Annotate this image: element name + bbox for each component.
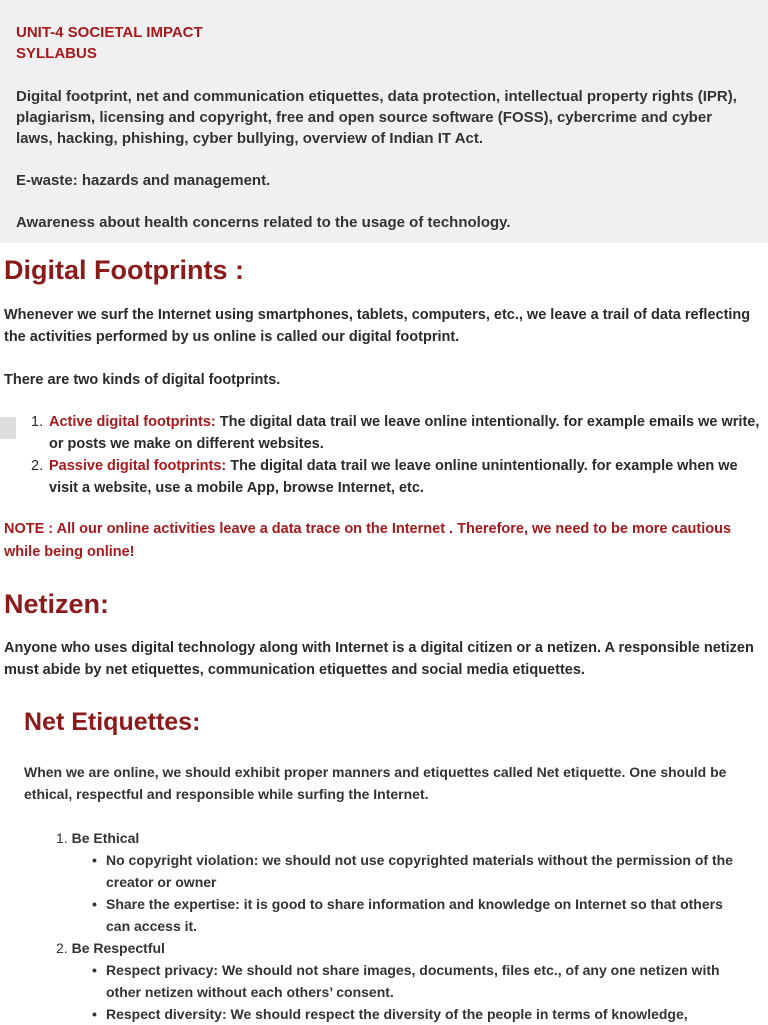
list-item	[92, 1003, 748, 1025]
bullet-icon: •	[92, 896, 97, 912]
bullet-icon: •	[92, 1006, 97, 1022]
bullet-text: Share the expertise: it is good to share information and knowledge on Internet so that others can access it.	[106, 896, 723, 934]
group-title: Be Ethical	[71, 830, 140, 846]
list-item	[56, 827, 748, 849]
group-title: Be Respectful	[71, 940, 165, 956]
footprint-list	[4, 411, 764, 499]
bullet-icon: •	[92, 852, 97, 868]
digital-footprints-heading: Digital Footprints :	[4, 255, 244, 285]
footprint-desc: The digital data trail we leave online unintentionally. for example when we visit a website, use a mobile App, browse Internet, etc.	[49, 458, 738, 496]
bullet-list	[56, 959, 748, 1025]
syllabus-topic: Digital footprint, net and communication etiquettes, data protection, intellectual property rights (IPR), plagiarism, licensing and copyright, free and open source software (FOSS), cybercrime and cyber laws, hacking, phishing, cyber bullying, overview of Indian IT Act.	[16, 88, 737, 147]
list-item	[92, 959, 748, 1003]
syllabus-topic: E-waste: hazards and management.	[16, 172, 271, 189]
syllabus-panel	[0, 0, 768, 243]
list-number: 1.	[56, 830, 68, 846]
list-item	[56, 937, 748, 959]
list-item	[92, 893, 748, 937]
syllabus-subtitle: SYLLABUS	[16, 45, 97, 62]
digital-footprints-kinds: There are two kinds of digital footprints.	[4, 372, 281, 388]
list-number: 2.	[31, 458, 44, 474]
net-etiquettes-intro: When we are online, we should exhibit proper manners and etiquettes called Net etiquette. One should be ethical, respectful and responsible while surfing the Internet.	[24, 764, 727, 802]
net-etiquettes-section	[4, 707, 764, 1025]
list-item	[4, 411, 764, 455]
bullet-icon: •	[92, 962, 97, 978]
netizen-heading: Netizen:	[4, 589, 110, 619]
list-item	[4, 455, 764, 499]
footprint-term: Active digital footprints:	[49, 414, 216, 430]
list-number: 1.	[31, 414, 44, 430]
netizen-text: Anyone who uses digital technology along with Internet is a digital citizen or a netizen. A responsible netizen must abide by net etiquettes, communication etiquettes and social media etiquettes.	[4, 640, 754, 678]
article-body	[0, 253, 768, 1025]
bullet-text: Respect privacy: We should not share images, documents, files etc., of any one netizen with other netizen without each others’ consent.	[106, 962, 720, 1000]
list-number: 2.	[56, 940, 68, 956]
bullet-text: No copyright violation: we should not use copyrighted materials without the permission of the creator or owner	[106, 852, 733, 890]
bullet-list	[56, 849, 748, 937]
digital-footprints-intro: Whenever we surf the Internet using smartphones, tablets, computers, etc., we leave a trail of data reflecting the activities performed by us online is called our digital footprint.	[4, 307, 751, 345]
syllabus-topic: Awareness about health concerns related to the usage of technology.	[16, 214, 511, 231]
net-etiquettes-heading: Net Etiquettes:	[24, 708, 201, 736]
syllabus-unit-title: UNIT-4 SOCIETAL IMPACT	[16, 24, 203, 41]
bullet-text: Respect diversity: We should respect the diversity of the people in terms of knowledge,	[106, 1006, 688, 1022]
footprint-term: Passive digital footprints:	[49, 458, 227, 474]
etiquette-list	[24, 827, 748, 1025]
note-text: NOTE : All our online activities leave a data trace on the Internet . Therefore, we need to be more cautious while being online!	[4, 521, 732, 560]
list-item	[92, 849, 748, 893]
footprint-desc: The digital data trail we leave online intentionally. for example emails we write, or posts we make on different websites.	[49, 414, 760, 452]
